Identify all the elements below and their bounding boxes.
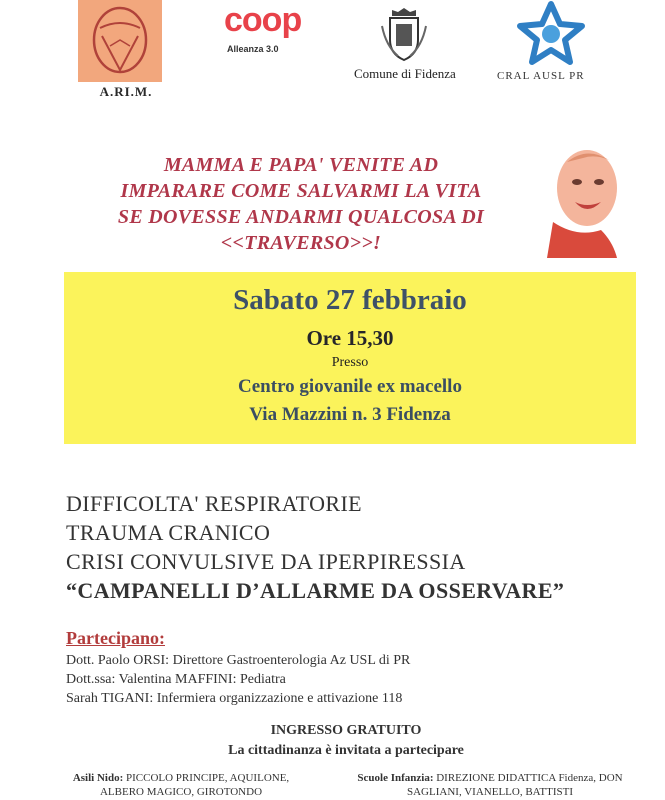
arim-caption: A.RI.M.: [99, 84, 153, 99]
asili-text: PICCOLO PRINCIPE, AQUILONE,: [126, 772, 290, 784]
topics-list: [66, 489, 564, 605]
event-address: Via Mazzini n. 3 Fidenza: [249, 404, 451, 425]
participant-item: Dott.ssa: Valentina MAFFINI: Pediatra: [66, 672, 286, 687]
asili-nido-block: [46, 771, 316, 799]
scuole-text: SAGLIANI, VIANELLO, BATTISTI: [407, 786, 573, 798]
event-venue: Centro giovanile ex macello: [238, 376, 462, 397]
arim-emblem-icon: [78, 0, 162, 82]
topic-item: CRISI CONVULSIVE DA IPERPIRESSIA: [66, 549, 466, 574]
topic-item: “CAMPANELLI D’ALLARME DA OSSERVARE”: [66, 578, 565, 603]
invitation-note: La cittadinanza è invitata a partecipare: [228, 743, 464, 758]
participants-title: Partecipano:: [66, 628, 165, 648]
headline-line: MAMMA E PAPA' VENITE AD: [163, 154, 439, 176]
fidenza-crest-icon: [376, 6, 432, 62]
comune-caption: Comune di Fidenza: [354, 66, 456, 81]
scuole-label: Scuole Infanzia:: [357, 772, 434, 784]
scuole-infanzia-block: [320, 771, 660, 799]
arim-logo: [78, 0, 162, 82]
baby-photo: [547, 142, 619, 258]
cral-caption: CRAL AUSL PR: [497, 70, 585, 82]
coop-logo: coop: [224, 1, 302, 39]
participants-list: [66, 651, 410, 708]
cral-star-icon: [512, 0, 590, 66]
headline: [66, 152, 536, 256]
scuole-text: DIREZIONE DIDATTICA Fidenza, DON: [436, 772, 623, 784]
headline-line: <<TRAVERSO>>!: [220, 232, 382, 254]
event-date: Sabato 27 febbraio: [233, 284, 467, 316]
participant-item: Sarah TIGANI: Infermiera organizzazione e attivazione 118: [66, 691, 403, 706]
topic-item: DIFFICOLTA' RESPIRATORIE: [66, 491, 363, 516]
event-presso: Presso: [331, 355, 369, 370]
topic-item: TRAUMA CRANICO: [66, 520, 271, 545]
free-entry-note: INGRESSO GRATUITO: [270, 723, 422, 738]
coop-subtitle: Alleanza 3.0: [227, 44, 279, 54]
asili-text: ALBERO MAGICO, GIROTONDO: [99, 786, 263, 798]
event-time: Ore 15,30: [306, 326, 394, 350]
asili-label: Asili Nido:: [72, 772, 124, 784]
headline-line: SE DOVESSE ANDARMI QUALCOSA DI: [117, 206, 485, 228]
headline-line: IMPARARE COME SALVARMI LA VITA: [120, 180, 482, 202]
participant-item: Dott. Paolo ORSI: Direttore Gastroenterologia Az USL di PR: [66, 653, 411, 668]
